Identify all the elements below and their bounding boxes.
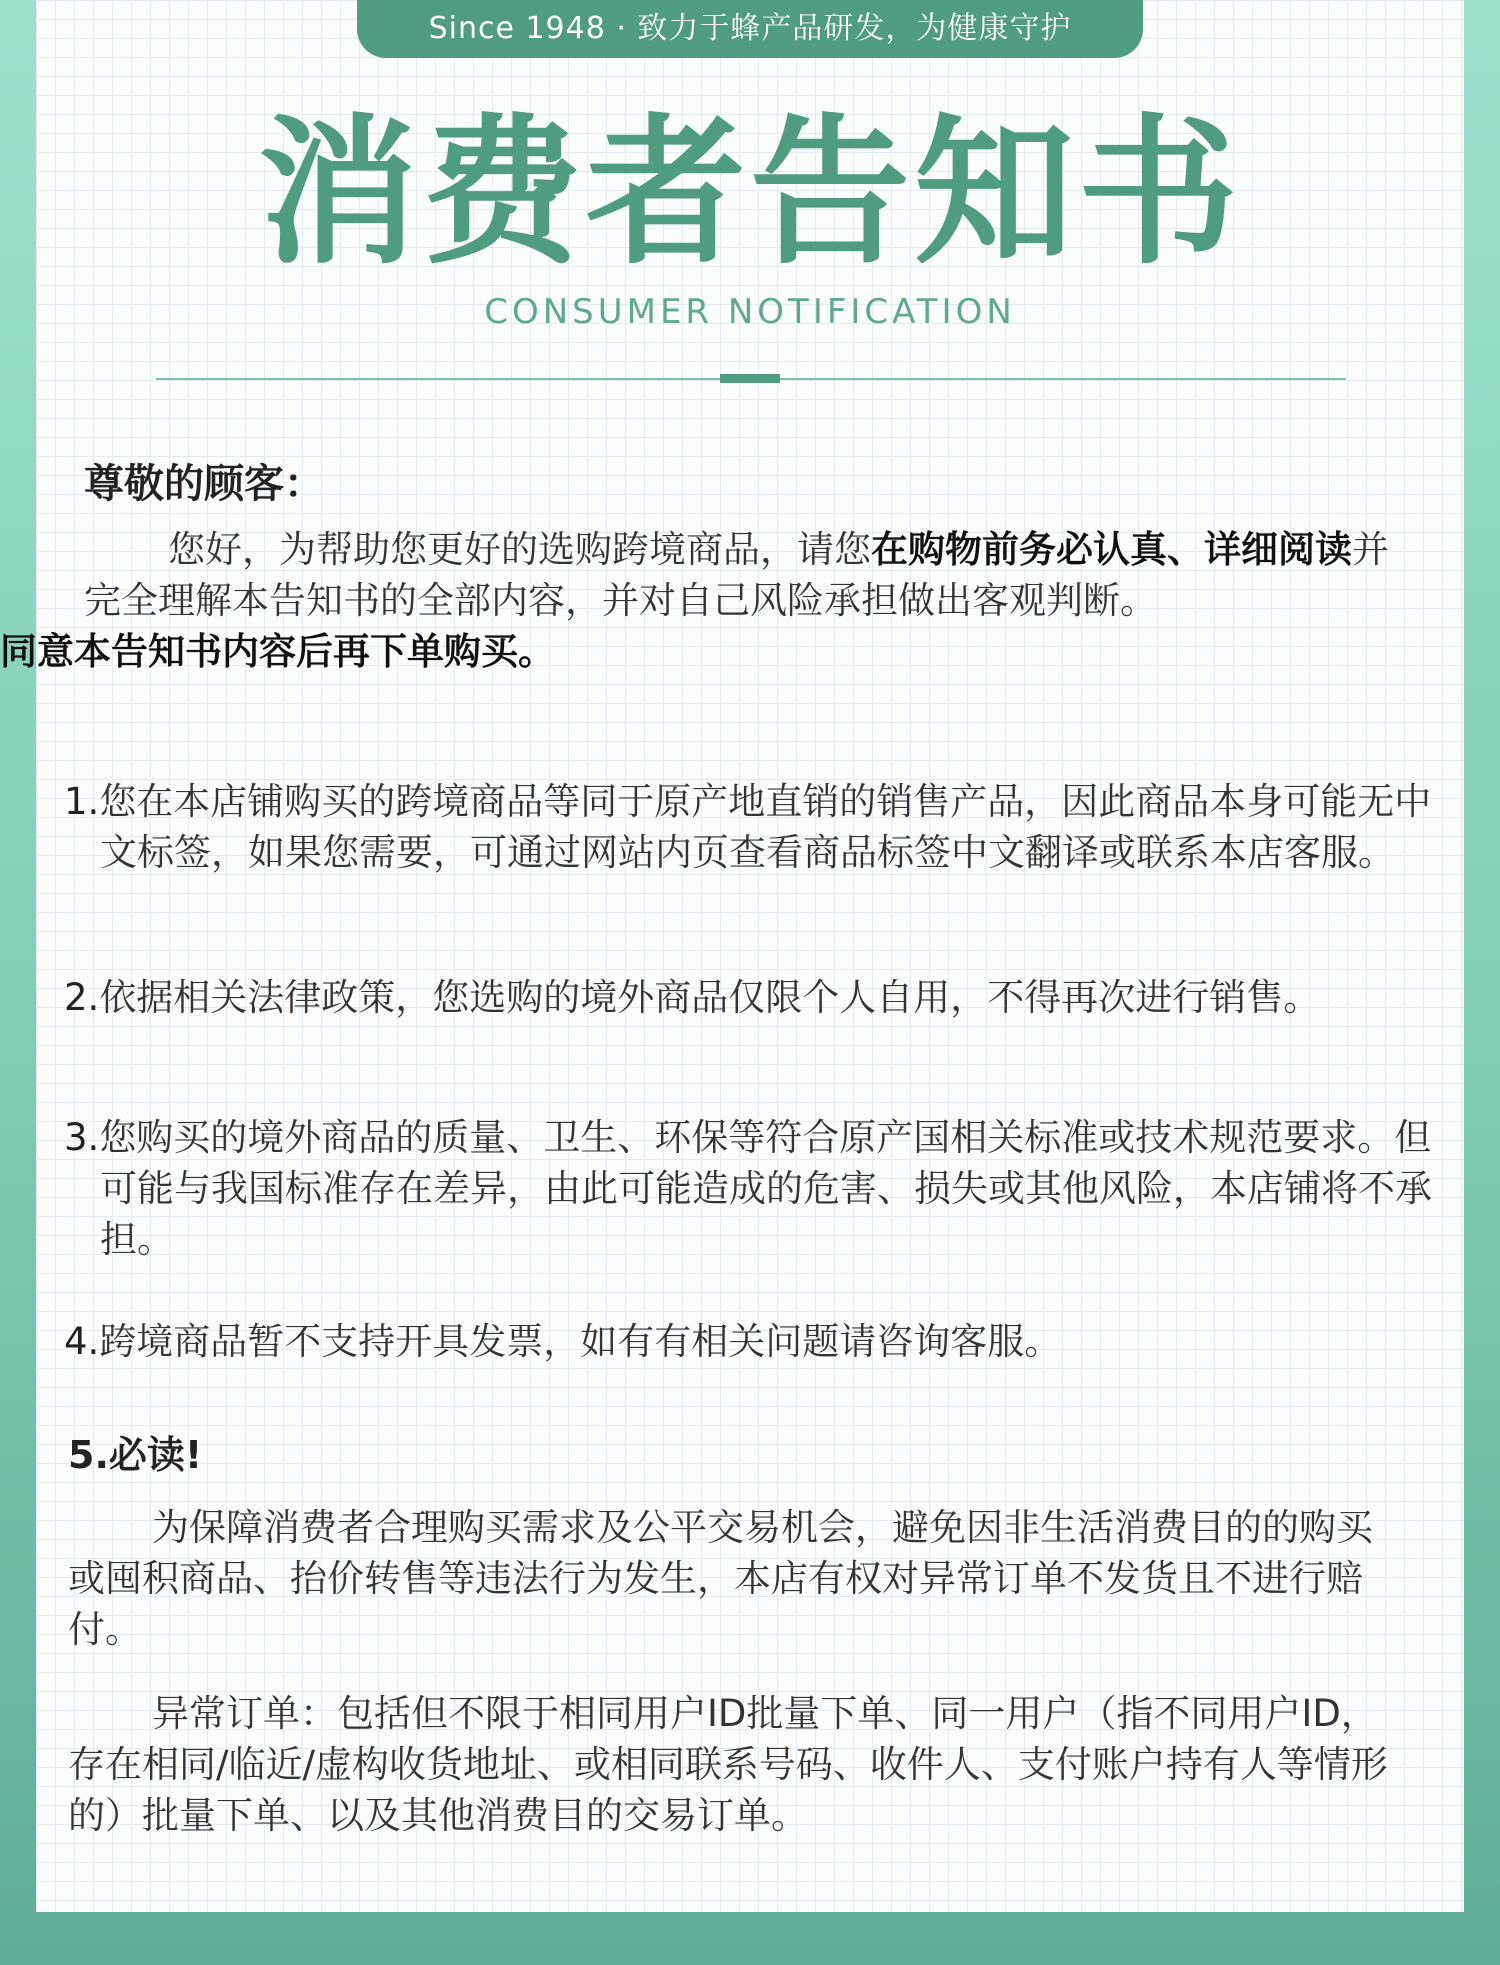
item-number: 4.: [64, 1320, 100, 1363]
notice-item: [64, 1316, 1440, 1367]
item-text: 跨境商品暂不支持开具发票，如有有相关问题请咨询客服。: [99, 1320, 1062, 1363]
item-number: 3.: [64, 1116, 100, 1159]
item-text: 依据相关法律政策，您选购的境外商品仅限个人自用，不得再次进行销售。: [99, 976, 1321, 1019]
intro-bold-1: 在购物前务必认真、详细阅读: [871, 528, 1352, 571]
intro-paragraph: [0, 524, 1424, 677]
must-read-paragraph-1: 为保障消费者合理购买需求及公平交易机会，避免因非生活消费目的的购买或囤积商品、抬价转售等违法行为发生，本店有权对异常订单不发货且不进行赔付。: [68, 1506, 1373, 1651]
must-read-heading: 5.必读!: [68, 1433, 203, 1477]
item-text: 您在本店铺购买的跨境商品等同于原产地直销的销售产品，因此商品本身可能无中文标签，如果您需要，可通过网站内页查看商品标签中文翻译或联系本店客服。: [99, 780, 1432, 874]
brand-banner: Since 1948 · 致力于蜂产品研发，为健康守护: [357, 0, 1143, 58]
item-number: 2.: [64, 976, 100, 1019]
notice-item: [64, 972, 1440, 1023]
notice-item: [64, 776, 1440, 878]
page-subtitle: CONSUMER NOTIFICATION: [484, 292, 1016, 332]
intro-text-2: 并完全理解本告知书的全部内容，并对自己风险承担做出客观判断。: [84, 528, 1389, 622]
divider-accent: [720, 374, 780, 383]
intro-bold-2: 同意本告知书内容后再下单购买。: [0, 630, 555, 673]
intro-text-1: 您好，为帮助您更好的选购跨境商品，请您: [168, 528, 871, 571]
must-read-paragraph-2: 异常订单：包括但不限于相同用户ID批量下单、同一用户（指不同用户ID，存在相同/临近/虚构收货地址、或相同联系号码、收件人、支付账户持有人等情形的）批量下单、以及其他消费目的交易订单。: [68, 1692, 1388, 1837]
item-number: 1.: [64, 780, 100, 823]
notice-item: [64, 1112, 1440, 1265]
item-text: 您购买的境外商品的质量、卫生、环保等符合原产国相关标准或技术规范要求。但可能与我国标准存在差异，由此可能造成的危害、损失或其他风险，本店铺将不承担。: [99, 1116, 1432, 1261]
page-title: 消费者告知书: [257, 99, 1242, 286]
greeting: 尊敬的顾客：: [84, 461, 324, 507]
